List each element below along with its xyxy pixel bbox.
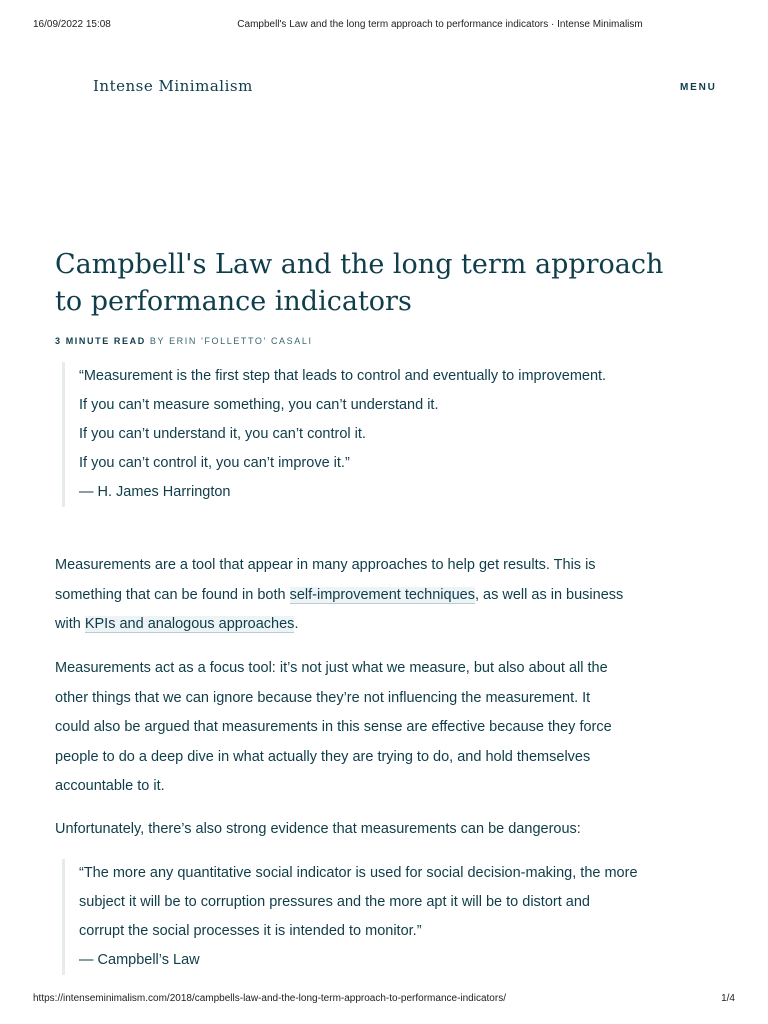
paragraph-text: Measurements are a tool that appear in many approaches to help get results. This is something that can be found in both — [55, 557, 596, 603]
kpis-link[interactable]: KPIs and analogous approaches — [84, 616, 295, 632]
quote-attribution: — Campbell’s Law — [79, 952, 200, 968]
quote-line: If you can’t understand it, you can’t control it. — [79, 426, 366, 442]
menu-button[interactable]: MENU — [680, 82, 717, 93]
article-title: Campbell's Law and the long term approach to performance indicators — [55, 249, 664, 317]
quote-text: “The more any quantitative social indicator is used for social decision-making, the more subject it will be to corruption pressures and the more apt it will be to distort and corrupt the social processes it is intended to monitor.” — [79, 865, 638, 939]
quote-line: If you can’t control it, you can’t improve it.” — [79, 455, 350, 471]
print-date: 16/09/2022 15:08 — [33, 19, 111, 30]
quote-line: If you can’t measure something, you can’t understand it. — [79, 397, 439, 413]
print-title: Campbell's Law and the long term approach to performance indicators · Intense Minimalism — [237, 19, 643, 30]
harrington-quote — [62, 362, 639, 507]
campbell-quote — [62, 859, 639, 975]
read-time: 3 MINUTE READ — [55, 336, 146, 346]
print-url: https://intenseminimalism.com/2018/campbells-law-and-the-long-term-approach-to-performance-indicators/ — [33, 993, 506, 1004]
self-improvement-link[interactable]: self-improvement techniques — [289, 586, 475, 603]
print-footer — [0, 993, 768, 1005]
page-number: 1/4 — [721, 993, 735, 1004]
byline — [55, 336, 313, 346]
paragraph-evidence: Unfortunately, there’s also strong evidence that measurements can be dangerous: — [55, 821, 581, 837]
print-header — [0, 19, 768, 31]
paragraph-focus: Measurements act as a focus tool: it’s not just what we measure, but also about all the other things that we can ignore because they’re not influencing the measurement. It could also be argued that measurements in this sense are effective because they force people to do a deep dive in what actually they are trying to do, and hold themselves accountable to it. — [55, 660, 612, 794]
site-logo[interactable]: Intense Minimalism — [93, 77, 253, 95]
quote-attribution: — H. James Harrington — [79, 484, 231, 500]
author: BY ERIN 'FOLLETTO' CASALI — [149, 336, 313, 346]
paragraph-text: . — [294, 616, 299, 632]
paragraph-intro — [55, 551, 625, 640]
paragraph-text: , as well as in business with — [55, 586, 624, 632]
quote-line: “Measurement is the first step that leads to control and eventually to improvement. — [79, 368, 607, 384]
